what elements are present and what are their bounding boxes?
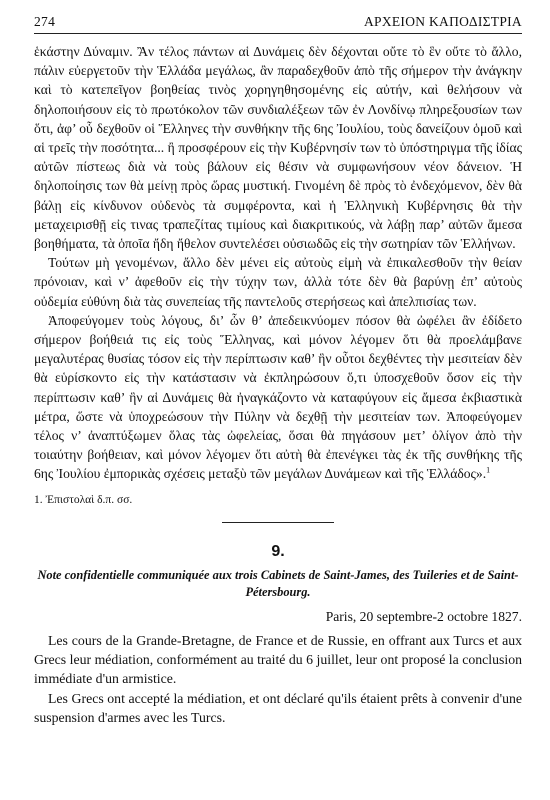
greek-text-block (34, 42, 522, 484)
footnote: 1. Ἐπιστολαὶ δ.π. σσ. (34, 493, 133, 506)
document-title: Note confidentielle communiquée aux trois Cabinets de Saint-James, des Tuileries et de Saint-Pétersbourg. (37, 567, 519, 599)
french-paragraph-1: Les cours de la Grande-Bretagne, de France et de Russie, en offrant aux Turcs et aux Grecs leur médiation, conformément au traité du 6 juillet, leur ont proposé la conclusion immédiate d'un armistice. (34, 632, 522, 687)
running-title: ΑΡΧΕΙΟΝ ΚΑΠΟΔΙΣΤΡΙΑ (363, 14, 522, 29)
greek-paragraph-3 (34, 311, 522, 484)
page-number: 274 (34, 14, 56, 29)
greek-paragraph-1: ἑκάστην Δύναμιν. Ἂν τέλος πάντων αἱ Δυνάμεις δὲν δέχονται οὔτε τὸ ἓν οὔτε τὸ ἄλλο, πάλιν εὐεργετοῦν τὴν Ἑλλάδα μεγάλως, ἂν παραδεχθοῦν ἀπὸ τῆς σήμερον τὴν ἀνάγκην καὶ τὸ κατεπεῖγον βοηθείας τινὸς χορηγηθησομένης εἰς αὐτήν, καὶ θελήσουν νὰ δηλοποιήσουν εἰς τὸ πρωτόκολον τῶν συνδιαλέξεων τῶν ἐν Λονδίνῳ πληρεξουσίων των ὅτι, ἀφ’ οὗ δεχθοῦν οἱ Ἕλληνες τὴν συνθήκην τῆς 6ης Ἰουλίου, τοὺς δανείζουν ὁμοῦ καὶ αἱ τρεῖς τὴν ποσότητα... ἢ προσφέρουν εἰς τὴν Κυβέρνησίν των τὸ ὑπόστηριγμα τῆς ἰδίας αὐτῶν πίστεως διὰ νὰ τοὺς βάλουν εἰς θέσιν νὰ συμφωνήσουν νέον δάνειον. Ἡ δηλοποίησις των θὰ μείνῃ πρὸς ὥρας μυστική. Γινομένη δὲ πρὸς τὸ ἐνδεχόμενον, δὲν θὰ βάλῃ εἰς κίνδυνον οὐδενὸς τὰ συμφέροντα, καὶ ἡ Ἑλληνικὴ Κυβέρνησις θὰ τὴν μεταχειρισθῇ εἰς τινας τραπεζίτας τιμίους καὶ διακριτικούς, νὰ λάβῃ παρ’ αὐτῶν ἄμεσα βοηθήματα, τὰ ὁποῖα ἤδη ἤθελον συντελέσει οὐσιωδῶς εἰς τὴν σωτηρίαν τῶν Ἑλλήνων. (34, 44, 522, 252)
french-text-block (34, 631, 522, 728)
dateline: Paris, 20 septembre-2 octobre 1827. (325, 608, 522, 624)
document-number: 9. (271, 542, 285, 560)
french-paragraph-2: Les Grecs ont accepté la médiation, et ont déclaré qu'ils étaient prêts à convenir d'une suspension d'armes avec les Turcs. (34, 690, 522, 726)
section-divider (222, 522, 334, 523)
greek-paragraph-3-text: Ἀποφεύγομεν τοὺς λόγους, δι’ ὧν θ’ ἀπεδεικνύομεν πόσον θὰ ὠφέλει ἂν ἐδίδετο σήμερον βοήθειά τις εἰς τοὺς Ἕλληνας, καὶ μόνον λέγομεν ὅτι θὰ προελάμβανε μεγαλυτέρας θυσίας τόσον εἰς τὴν περίπτωσιν καθ’ ἣν οὗτοι δεχθέντες τὴν μεσιτείαν δὲν θὰ εὑρίσκοντο εἰς τὴν κατάστασιν νὰ ἐκπληρώσουν ὅ,τι ὑποσχεθοῦν ὅσον εἰς τὴν περίπτωσιν καθ’ ἣν αἱ Δυνάμεις θὰ ἠναγκάζοντο νὰ καταφύγουν εἰς ἄμεσα ἐκβιαστικὰ μέτρα, ὥστε νὰ ὑποχρεώσουν τὴν Πύλην νὰ δεχθῇ τὴν μεσιτείαν των. Ἀποφεύγομεν τέλος ν’ ἀναπτύξωμεν ὅλας τὰς ὠφελείας, ὅσαι θὰ πηγάσουν μετ’ ὀλίγον ἀπὸ τὴν τοιαύτην βοήθειαν, καὶ μόνον λέγομεν ὅτι αὐτὴ θὰ ἐπενέγκει τὰς ἐκ τῆς συνθήκης τῆς 6ης Ἰουλίου ἐμπορικὰς σχέσεις μεταξὺ τῶν μεγάλων Δυνάμεων καὶ τῆς Ἑλλάδος». (34, 312, 522, 482)
footnote-marker: 1 (486, 465, 491, 475)
greek-paragraph-2: Τούτων μὴ γενομένων, ἄλλο δὲν μένει εἰς αὐτοὺς εἰμὴ νὰ ἐπικαλεσθοῦν τὴν θείαν πρόνοιαν, καὶ ν’ ἀφεθοῦν εἰς τὴν τύχην των, ἀλλὰ τότε δὲν θὰ βαρύνῃ ἐπ’ αὐτοὺς οὐδεμία εὐθύνη διὰ τὰς συνεπείας τῆς παντελοῦς στερήσεως καὶ ἀπελπισίας των. (34, 255, 522, 309)
page-header (34, 14, 522, 34)
